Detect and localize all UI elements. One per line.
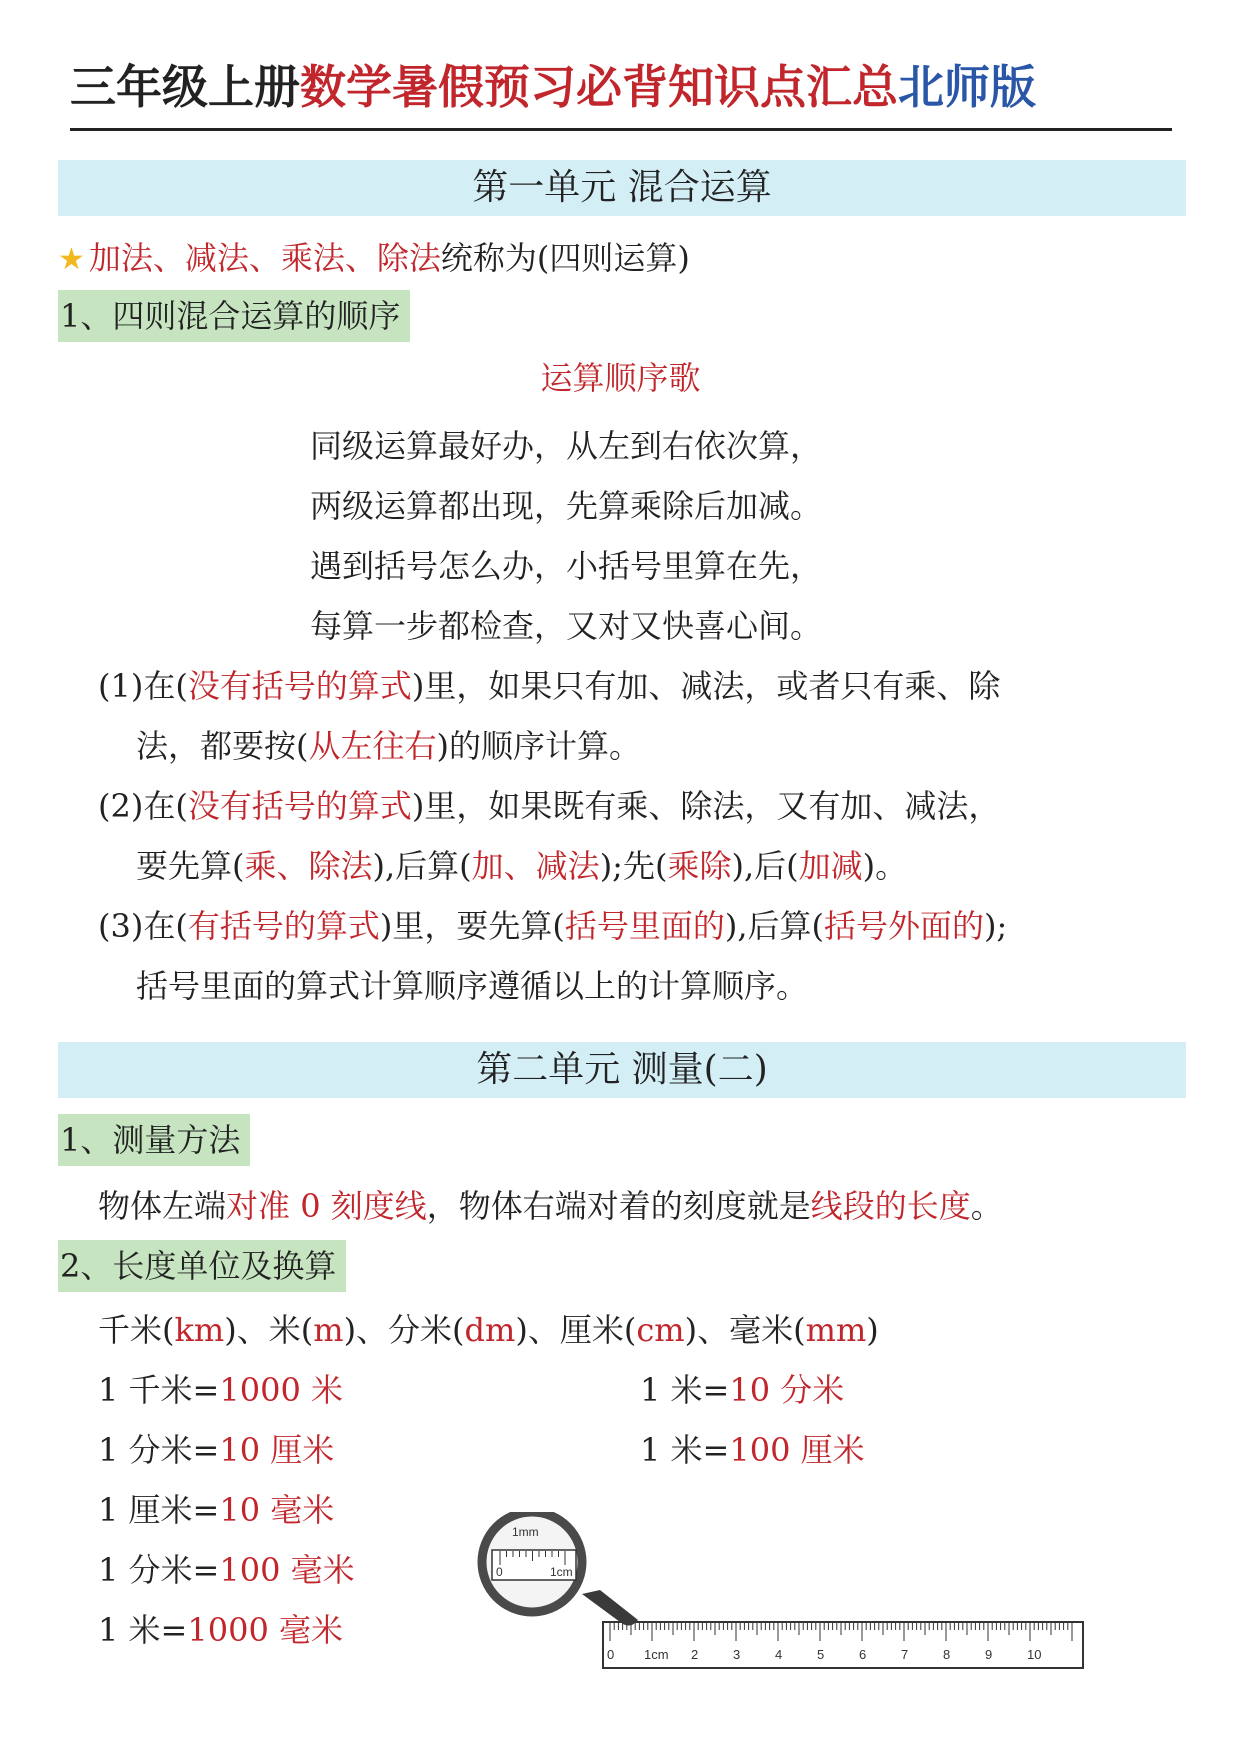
text: ),后( — [731, 847, 799, 885]
text: )、米( — [224, 1311, 314, 1349]
conversion-item — [98, 1484, 334, 1536]
text: 1 分米= — [98, 1431, 220, 1469]
ruler-tick-label: 7 — [901, 1647, 909, 1662]
text: )、分米( — [343, 1311, 465, 1349]
rule3-line1 — [98, 900, 1007, 952]
highlight: 从左往右 — [308, 727, 437, 765]
highlight: 100 厘米 — [729, 1431, 865, 1469]
title-edition: 北师版 — [898, 60, 1036, 114]
ruler-tick-label: 8 — [943, 1647, 951, 1662]
unit-abbr: mm — [805, 1311, 867, 1349]
title-divider — [70, 128, 1172, 131]
text: ),后算( — [372, 847, 472, 885]
four-operations-intro — [58, 232, 690, 286]
highlight: 10 毫米 — [219, 1491, 335, 1529]
highlight: 10 厘米 — [219, 1431, 335, 1469]
ruler-tick-label: 2 — [691, 1647, 699, 1662]
section-measure-method: 1、测量方法 — [58, 1114, 250, 1166]
highlight: 括号外面的 — [824, 907, 985, 945]
text: 要先算( — [136, 847, 245, 885]
song-line: 同级运算最好办，从左到右依次算， — [310, 427, 823, 465]
ruler-tick-label: 5 — [817, 1647, 825, 1662]
title-subject: 数学暑假预习必背知识点汇总 — [300, 60, 898, 114]
song-title: 运算顺序歌 — [540, 359, 701, 397]
highlight: 线段的长度 — [810, 1187, 971, 1225]
page-title — [70, 52, 1170, 122]
conversion-item — [640, 1364, 844, 1416]
ruler-tick-label: 0 — [607, 1647, 615, 1662]
ruler-illustration — [470, 1512, 1090, 1682]
text: 。 — [970, 1187, 1003, 1225]
text: 1 分米= — [98, 1551, 220, 1589]
rule1-line1 — [98, 660, 1000, 712]
highlight: 100 毫米 — [219, 1551, 355, 1589]
song-line: 每算一步都检查，又对又快喜心间。 — [310, 607, 823, 645]
text: (1)在( — [98, 667, 188, 705]
magnifier-icon — [482, 1512, 638, 1626]
unit2-heading: 第二单元 测量(二) — [58, 1042, 1186, 1098]
unit1-heading: 第一单元 混合运算 — [58, 160, 1186, 216]
text: 千米( — [98, 1311, 175, 1349]
text: 1 米= — [640, 1371, 730, 1409]
mag-label-0: 0 — [496, 1565, 503, 1579]
text: 1 米= — [98, 1611, 188, 1649]
highlight: 括号里面的 — [564, 907, 725, 945]
text: 1 米= — [640, 1431, 730, 1469]
text: (2)在( — [98, 787, 188, 825]
text: )。 — [862, 847, 908, 885]
length-units-list — [98, 1304, 879, 1356]
measure-method-text — [98, 1180, 1003, 1232]
text: );先( — [599, 847, 668, 885]
text: (3)在( — [98, 907, 188, 945]
ruler-tick-label: 6 — [859, 1647, 867, 1662]
section-length-units: 2、长度单位及换算 — [58, 1240, 346, 1292]
highlight: 1000 毫米 — [187, 1611, 343, 1649]
unit-abbr: km — [174, 1311, 225, 1349]
operations-summary: 统称为(四则运算) — [440, 239, 690, 277]
text: )的顺序计算。 — [436, 727, 642, 765]
section-mixed-order: 1、四则混合运算的顺序 — [58, 290, 410, 342]
text: ); — [984, 907, 1008, 945]
ruler-body — [603, 1622, 1083, 1668]
unit-abbr: cm — [636, 1311, 685, 1349]
highlight: 10 分米 — [729, 1371, 845, 1409]
mag-label-cm: 1cm — [550, 1565, 573, 1579]
title-grade: 三年级上册 — [70, 60, 300, 114]
song-line: 遇到括号怎么办，小括号里算在先， — [310, 547, 823, 585]
conversion-item — [98, 1604, 343, 1656]
magnifier-handle — [582, 1590, 638, 1626]
conversion-item — [98, 1364, 343, 1416]
conversion-item — [640, 1424, 865, 1476]
text: 1 千米= — [98, 1371, 220, 1409]
rule2-line2 — [136, 840, 907, 892]
text: 法，都要按( — [136, 727, 309, 765]
conversion-item — [98, 1424, 334, 1476]
unit-abbr: dm — [464, 1311, 516, 1349]
ruler-tick-label: 1cm — [644, 1647, 669, 1662]
text: )、厘米( — [515, 1311, 637, 1349]
highlight: 加减 — [798, 847, 863, 885]
highlight: 加、减法 — [471, 847, 600, 885]
ruler — [603, 1622, 1083, 1668]
rule3-line2: 括号里面的算式计算顺序遵循以上的计算顺序。 — [136, 967, 809, 1005]
highlight: 1000 米 — [219, 1371, 343, 1409]
rule1-line2 — [136, 720, 641, 772]
text: ) — [866, 1311, 879, 1349]
rule2-line1 — [98, 780, 1000, 832]
text: 1 厘米= — [98, 1491, 220, 1529]
highlight: 乘除 — [667, 847, 732, 885]
conversion-item — [98, 1544, 355, 1596]
unit-abbr: m — [313, 1311, 344, 1349]
ruler-tick-label: 10 — [1027, 1647, 1042, 1662]
operations-list: 加法、减法、乘法、除法 — [88, 239, 441, 277]
song-line: 两级运算都出现，先算乘除后加减。 — [310, 487, 823, 525]
text: 物体左端 — [98, 1187, 227, 1225]
text: ，物体右端对着的刻度就是 — [426, 1187, 811, 1225]
star-icon: ★ — [58, 242, 85, 277]
highlight: 乘、除法 — [244, 847, 373, 885]
ruler-tick-label: 4 — [775, 1647, 783, 1662]
text: )里，如果只有加、减法，或者只有乘、除 — [411, 667, 1001, 705]
mag-label-mm: 1mm — [512, 1525, 539, 1539]
ruler-tick-label: 3 — [733, 1647, 741, 1662]
highlight: 没有括号的算式 — [187, 787, 412, 825]
highlight: 对准 0 刻度线 — [226, 1187, 427, 1225]
highlight: 没有括号的算式 — [187, 667, 412, 705]
highlight: 有括号的算式 — [187, 907, 380, 945]
text: )里，如果既有乘、除法，又有加、减法， — [411, 787, 1001, 825]
text: )里，要先算( — [379, 907, 565, 945]
ruler-tick-label: 9 — [985, 1647, 993, 1662]
text: )、毫米( — [684, 1311, 806, 1349]
text: ),后算( — [724, 907, 824, 945]
